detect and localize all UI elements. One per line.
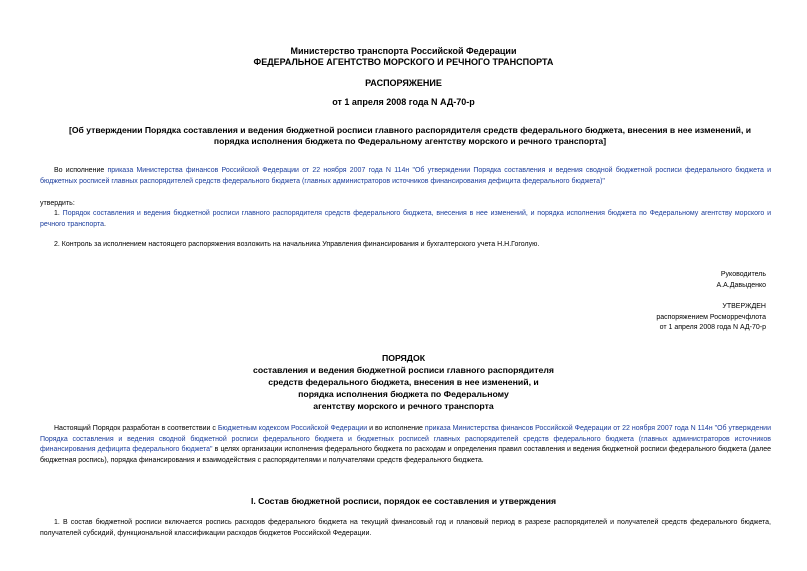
item-1-number: 1. (54, 210, 63, 217)
preamble (40, 166, 771, 187)
section-1-heading: I. Состав бюджетной росписи, порядок ее составления и утверждения (250, 496, 557, 506)
approval-title: УТВЕРЖДЕН (722, 303, 766, 310)
signature-name: А.А.Давыденко (716, 282, 766, 289)
item-1 (40, 209, 771, 230)
ministry-name: Министерство транспорта Российской Федерации (290, 46, 517, 56)
item-1-order-link[interactable]: Порядок составления и ведения бюджетной росписи главного распорядителя средств федерального бюджета, внесения в нее изменений, и порядка исполнения бюджета по Федеральному агентству морского и речного транспорта (40, 210, 771, 228)
doc-title (40, 125, 780, 147)
doc-title-line-2: порядка исполнения бюджета по Федеральному агентству морского и речного транспорта] (213, 136, 607, 146)
intro-paragraph (40, 424, 771, 466)
approve-word: утвердить: (40, 200, 75, 207)
order-heading: ПОРЯДОК (381, 353, 426, 363)
preamble-order-link[interactable]: приказа Министерства финансов Российской Федерации от 22 ноября 2007 года N 114н "Об утверждении Порядка составления и ведения сводной бюджетной росписи федерального бюджета и бюджетных росписей главных распорядителей средств федерального бюджета (главных администраторов источников финансирования дефицита федерального бюджета)" (40, 167, 772, 185)
doc-title-line-1: [Об утверждении Порядка составления и ведения бюджетной росписи главного распорядителя средств федерального бюджета, внесения в нее изменений, и (68, 125, 752, 135)
section-1-paragraph-1: 1. В состав бюджетной росписи включается роспись расходов федерального бюджета на текущий финансовый год и плановый период в разрезе распорядителей и получателей средств федерального бюджета, получателей субсидий, функциональной классификации расходов бюджетов Российской Федерации. (40, 519, 771, 537)
doc-type: РАСПОРЯЖЕНИЕ (365, 78, 442, 88)
item-1-suffix: . (104, 220, 106, 228)
order-title-line-1: составления и ведения бюджетной росписи главного распорядителя (253, 365, 554, 375)
intro-text-3: в целях организации исполнения федерального бюджета по расходам и определения правил составления и ведения бюджетной росписи федерального бюджета (далее бюджетная роспись), порядка финансирования и взаимодействия с распорядителями и получателями средств федерального бюджета. (40, 446, 771, 464)
item-2: 2. Контроль за исполнением настоящего распоряжения возложить на начальника Управления финансирования и бухгалтерского учета Н.Н.Гоголую. (54, 241, 540, 248)
approval-date: от 1 апреля 2008 года N АД-70-р (659, 324, 766, 331)
agency-name: ФЕДЕРАЛЬНОЕ АГЕНТСТВО МОРСКОГО И РЕЧНОГО ТРАНСПОРТА (253, 57, 554, 67)
preamble-prefix: Во исполнение (54, 167, 108, 174)
approval-by: распоряжением Росморречфлота (656, 314, 766, 321)
budget-code-link[interactable]: Бюджетным кодексом Российской Федерации (217, 425, 368, 432)
order-title-line-4: агентству морского и речного транспорта (313, 401, 494, 411)
intro-text-2: и во исполнение (367, 425, 425, 432)
doc-date: от 1 апреля 2008 года N АД-70-р (332, 97, 475, 107)
order-title-line-2: средств федерального бюджета, внесения в нее изменений, и (268, 377, 539, 387)
signature-position: Руководитель (720, 271, 766, 278)
order-title-line-3: порядка исполнения бюджета по Федеральному (298, 389, 509, 399)
intro-order-link[interactable]: приказа Министерства финансов Российской Федерации от 22 ноября 2007 года N 114н "Об утверждении Порядка составления и ведения сводной бюджетной росписи федерального бюджета и бюджетных росписей главных распорядителей средств федерального бюджета (главных администраторов источников финансирования дефицита федерального бюджета" (40, 425, 772, 453)
intro-text-1: Настоящий Порядок разработан в соответствии с (54, 425, 218, 432)
